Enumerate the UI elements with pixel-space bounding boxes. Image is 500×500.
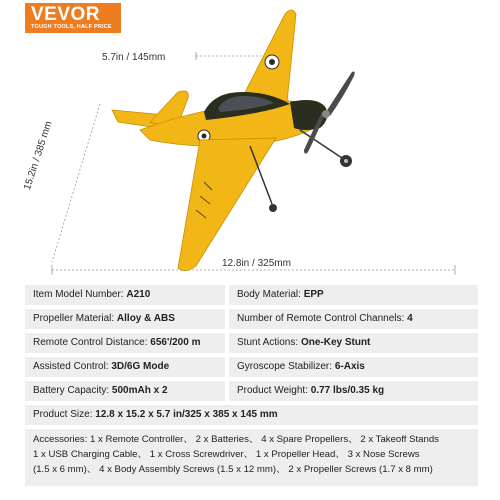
spec-row <box>25 333 478 353</box>
spec-weight <box>229 381 478 401</box>
spec-row <box>25 285 478 305</box>
spec-value: A210 <box>126 289 151 300</box>
spec-label: Propeller Material: <box>33 313 117 324</box>
spec-value: EPP <box>303 289 324 300</box>
spec-gyroscope <box>229 357 478 377</box>
spec-label: Remote Control Distance: <box>33 337 151 348</box>
propeller-hub <box>322 110 330 118</box>
accessories-box <box>25 429 478 486</box>
fuselage-roundel-center <box>202 134 207 139</box>
accessories-line: 1 x USB Charging Cable、 1 x Cross Screwdriver、 1 x Propeller Head、 3 x Nose Screws <box>33 449 420 460</box>
wheel-hub <box>344 159 348 163</box>
spec-body-material <box>229 285 478 305</box>
lower-wing <box>178 138 276 271</box>
spec-label: Assisted Control: <box>33 361 112 372</box>
spec-value: 3D/6G Mode <box>111 361 170 372</box>
landing-gear-strut-right <box>300 130 342 158</box>
spec-label: Battery Capacity: <box>33 385 112 396</box>
spec-label: Product Weight: <box>237 385 311 396</box>
spec-battery <box>25 381 225 401</box>
spec-model <box>25 285 225 305</box>
spec-propeller-material <box>25 309 225 329</box>
spec-label: Number of Remote Control Channels: <box>237 313 408 324</box>
spec-value: 656'/200 m <box>150 337 201 348</box>
landing-gear-wheel-left <box>269 204 277 212</box>
length-label: 12.8in / 325mm <box>222 258 291 269</box>
spec-label: Stunt Actions: <box>237 337 301 348</box>
spec-label: Item Model Number: <box>33 289 127 300</box>
spec-label: Product Size: <box>33 409 96 420</box>
spec-distance <box>25 333 225 353</box>
accessories-line: (1.5 x 6 mm)、 4 x Body Assembly Screws (1.5 x 12 mm)、 2 x Propeller Screws (1.7 x 8 mm) <box>33 464 433 475</box>
logo-wordmark: VEVOR <box>31 4 101 25</box>
spec-value: Alloy & ABS <box>116 313 175 324</box>
logo-tagline: TOUGH TOOLS, HALF PRICE <box>31 24 112 30</box>
spec-row <box>25 357 478 377</box>
spec-label: Body Material: <box>237 289 304 300</box>
spec-value: 4 <box>407 313 413 324</box>
spec-channels <box>229 309 478 329</box>
spec-stunt <box>229 333 478 353</box>
spec-row <box>25 405 478 425</box>
spec-value: 500mAh x 2 <box>111 385 168 396</box>
wing-roundel-upper-center <box>269 59 275 65</box>
spec-value: 12.8 x 15.2 x 5.7 in/325 x 385 x 145 mm <box>95 409 278 420</box>
spec-product-size <box>25 405 478 425</box>
height-label: 15.2in / 385 mm <box>22 119 55 192</box>
wingspan-label: 5.7in / 145mm <box>102 52 166 63</box>
spec-value: 6-Axis <box>334 361 365 372</box>
spec-assisted-control <box>25 357 225 377</box>
spec-row <box>25 381 478 401</box>
spec-row <box>25 309 478 329</box>
height-dim-line <box>52 104 100 262</box>
spec-table <box>25 285 478 486</box>
spec-label: Gyroscope Stabilizer: <box>237 361 335 372</box>
accessories-line: Accessories: 1 x Remote Controller、 2 x Batteries、 4 x Spare Propellers、 2 x Takeoff Stands <box>33 434 439 445</box>
spec-value: 0.77 lbs/0.35 kg <box>310 385 385 396</box>
spec-value: One-Key Stunt <box>300 337 371 348</box>
propeller-blade-top <box>326 72 355 117</box>
